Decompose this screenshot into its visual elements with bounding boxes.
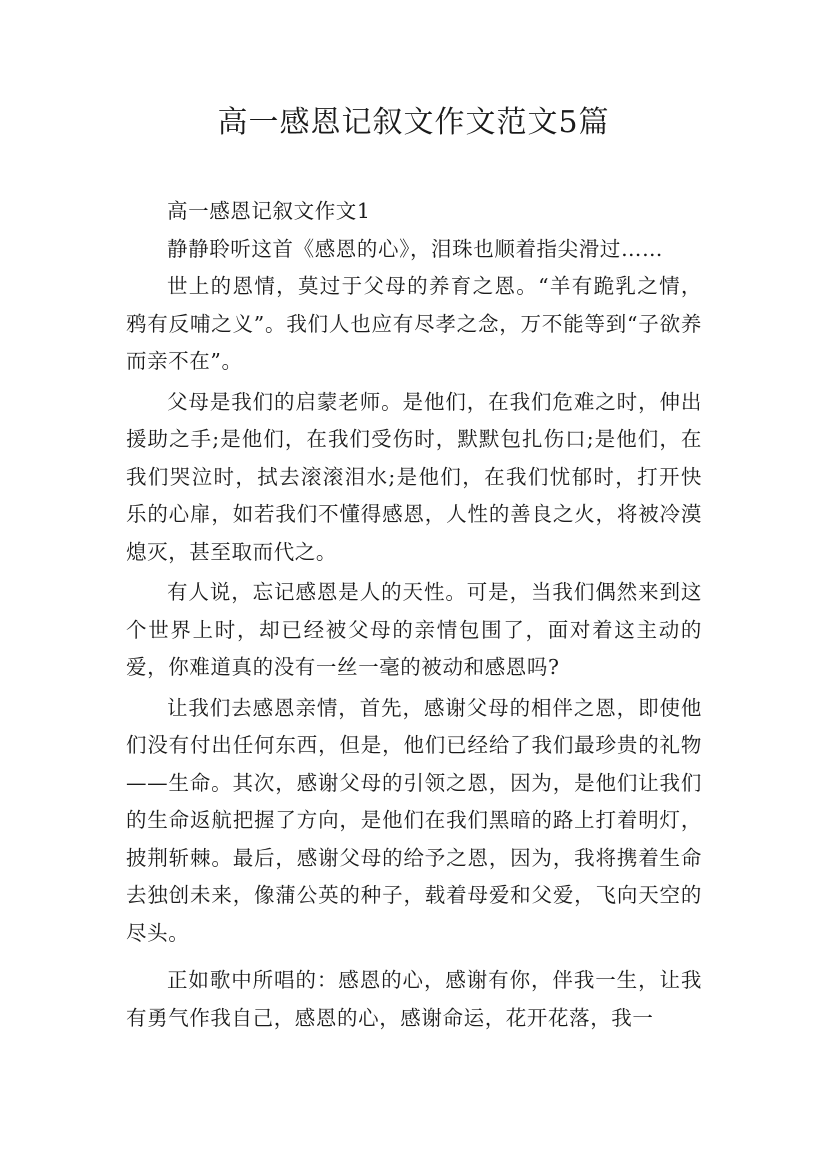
document-title: 高一感恩记叙文作文范文5篇 [217,105,610,140]
paragraph: 父母是我们的启蒙老师。是他们，在我们危难之时，伸出援助之手;是他们，在我们受伤时，默默包扎伤口;是他们，在我们哭泣时，拭去滚滚泪水;是他们，在我们忧郁时，打开快乐的心扉，如若我们不懂得感恩，人性的善良之火，将被冷漠熄灭，甚至取而代之。 [126,389,702,564]
paragraph: 有人说，忘记感恩是人的天性。可是，当我们偶然来到这个世界上时，却已经被父母的亲情包围了，面对着这主动的爱，你难道真的没有一丝一毫的被动和感恩吗? [126,580,702,679]
paragraph: 正如歌中所唱的：感恩的心，感谢有你，伴我一生，让我有勇气作我自己，感恩的心，感谢命运，花开花落，我一 [126,968,702,1030]
paragraph: 静静聆听这首《感恩的心》，泪珠也顺着指尖滑过…… [167,236,664,261]
section-heading: 高一感恩记叙文作文1 [167,199,371,223]
paragraph: 让我们去感恩亲情，首先，感谢父母的相伴之恩，即使他们没有付出任何东西，但是，他们已经给了我们最珍贵的礼物——生命。其次，感谢父母的引领之恩，因为，是他们让我们的生命返航把握了方向，是他们在我们黑暗的路上打着明灯，披荆斩棘。最后，感谢父母的给予之恩，因为，我将携着生命去独创未来，像蒲公英的种子，载着母爱和父爱，飞向天空的尽头。 [126,695,702,945]
document-body [126,193,702,1037]
paragraph: 世上的恩情，莫过于父母的养育之恩。“羊有跪乳之情，鸦有反哺之义”。我们人也应有尽孝之念，万不能等到“子欲养而亲不在”。 [126,274,702,373]
